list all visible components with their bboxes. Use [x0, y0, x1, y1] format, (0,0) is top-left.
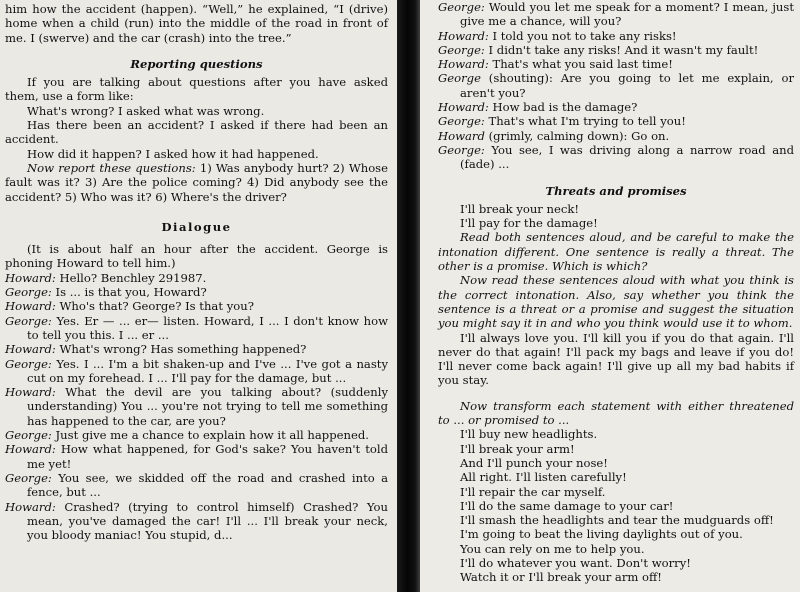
dialogue-heading: Dialogue: [161, 219, 232, 234]
speaker-name: Howard:: [5, 442, 56, 457]
reporting-questions-heading: Reporting questions: [130, 56, 263, 71]
dialogue-lines-right: [438, 0, 794, 172]
dialogue-text: Is ... is that you, Howard?: [51, 285, 207, 300]
statement-item: All right. I'll listen carefully!: [460, 470, 627, 485]
dialogue-text: Crashed? (trying to control himself) Crashed? You mean, you've damaged the car! I'll ... I'll break your neck, you bloody maniac! You stupid, d...: [27, 499, 388, 543]
statement-item: I'll smash the headlights and tear the mudguards off!: [460, 513, 774, 528]
promise-example: I'll pay for the damage!: [460, 216, 598, 231]
dialogue-line: [438, 43, 794, 57]
dialogue-line: [438, 71, 794, 100]
speaker-name: Howard:: [438, 57, 489, 72]
reporting-exercise: [5, 161, 388, 204]
speaker-name: Howard:: [5, 299, 56, 314]
statement-item: And I'll punch your nose!: [460, 455, 608, 470]
dialogue-line: [5, 442, 388, 471]
dialogue-line: [5, 500, 388, 543]
dialogue-text: How bad is the damage?: [488, 100, 638, 115]
speaker-name: George:: [438, 142, 485, 157]
transform-statements: [438, 427, 794, 584]
intonation-exercise-instruction: Now read these sentences aloud with what you think is the correct intonation. Also, say whether you think the sentence is a threat or a promise and suggest the situation you might say it in and who you think would use it to whom.: [438, 273, 794, 331]
dialogue-line: [438, 114, 794, 128]
dialogue-setting: (It is about half an hour after the accident. George is phoning Howard to tell him.): [5, 242, 388, 271]
statement-item: Watch it or I'll break your arm off!: [460, 570, 662, 585]
dialogue-line: [5, 314, 388, 343]
speaker-name: George:: [5, 428, 52, 443]
reporting-exercise-text: 1) Was anybody hurt? 2) Whose fault was it? 3) Are the police coming? 4) Did anybody see the accident? 5) Who was it? 6) Where's the driver?: [5, 160, 388, 204]
dialogue-line: [5, 342, 388, 356]
dialogue-line: [438, 29, 794, 43]
speaker-name: George: [438, 71, 481, 86]
intonation-sentences: I'll always love you. I'll kill you if you do that again. I'll never do that again! I'll pack my bags and leave if you do! I'll never come back again! I'll give up all my bad habits if you stay.: [438, 330, 794, 388]
right-page: [420, 0, 800, 592]
speaker-name: George:: [5, 313, 52, 328]
dialogue-text: (shouting): Are you going to let me explain, or aren't you?: [460, 71, 794, 100]
speaker-name: Howard:: [438, 28, 489, 43]
statement-item: I'll break your arm!: [460, 441, 575, 456]
speaker-name: Howard:: [5, 499, 56, 514]
dialogue-line: [5, 428, 388, 442]
dialogue-line: [5, 385, 388, 428]
dialogue-text: I didn't take any risks! And it wasn't my fault!: [484, 42, 759, 57]
dialogue-text: Yes. I ... I'm a bit shaken-up and I've ... I've got a nasty cut on my forehead. I ... I'll pay for the damage, but ...: [27, 356, 388, 385]
dialogue-text: What's wrong? Has something happened?: [55, 342, 307, 357]
intro-paragraph: him how the accident (happen). “Well,” he explained, “I (drive) home when a child (run) into the middle of the road in front of me. I (swerve) and the car (crash) into the tree.”: [5, 2, 388, 45]
dialogue-line: [438, 57, 794, 71]
dialogue-text: Would you let me speak for a moment? I mean, just give me a chance, will you?: [460, 0, 794, 29]
dialogue-lines-left: [5, 271, 388, 543]
dialogue-text: Who's that? George? Is that you?: [55, 299, 254, 314]
dialogue-line: [438, 100, 794, 114]
dialogue-line: [438, 143, 794, 172]
dialogue-line: [5, 285, 388, 299]
dialogue-text: That's what I'm trying to tell you!: [484, 114, 686, 129]
threat-example: I'll break your neck!: [460, 201, 580, 216]
speaker-name: Howard:: [5, 385, 56, 400]
transform-instruction: Now transform each statement with either threatened to ... or promised to ...: [438, 398, 794, 428]
dialogue-text: You see, we skidded off the road and crashed into a fence, but ...: [27, 470, 388, 500]
speaker-name: Howard:: [5, 270, 56, 285]
dialogue-text: How what happened, for God's sake? You haven't told me yet!: [27, 442, 388, 471]
speaker-name: George:: [5, 285, 52, 300]
speaker-name: George:: [5, 356, 52, 371]
speaker-name: Howard:: [5, 342, 56, 357]
speaker-name: Howard: [438, 128, 485, 143]
statement-item: You can rely on me to help you.: [460, 541, 645, 556]
dialogue-text: I told you not to take any risks!: [488, 28, 677, 43]
dialogue-text: Hello? Benchley 291987.: [55, 270, 207, 285]
dialogue-line: [438, 129, 794, 143]
threats-promises-heading: Threats and promises: [545, 183, 687, 198]
reporting-example-1: What's wrong? I asked what was wrong.: [27, 103, 265, 118]
statement-item: I'll buy new headlights.: [460, 427, 598, 442]
dialogue-text: That's what you said last time!: [488, 57, 673, 72]
dialogue-line: [5, 271, 388, 285]
dialogue-line: [5, 357, 388, 386]
reporting-instruction: If you are talking about questions after you have asked them, use a form like:: [5, 75, 388, 104]
dialogue-text: (grimly, calming down): Go on.: [484, 128, 670, 143]
reporting-example-2: Has there been an accident? I asked if there had been an accident.: [5, 118, 388, 147]
reporting-example-3: How did it happen? I asked how it had happened.: [27, 146, 319, 161]
statement-item: I'll repair the car myself.: [460, 484, 606, 499]
statement-item: I'll do the same damage to your car!: [460, 498, 674, 513]
dialogue-text: Just give me a chance to explain how it all happened.: [51, 428, 369, 443]
speaker-name: George:: [5, 470, 52, 485]
intonation-instruction: Read both sentences aloud, and be careful to make the intonation different. One sentence is really a threat. The other is a promise. Which is which?: [438, 230, 794, 274]
speaker-name: George:: [438, 0, 485, 14]
dialogue-text: Yes. Er — ... er— listen. Howard, I ... I don't know how to tell you this. I ... er ...: [27, 313, 388, 342]
speaker-name: George:: [438, 114, 485, 129]
statement-item: I'll do whatever you want. Don't worry!: [460, 555, 691, 570]
reporting-exercise-label: Now report these questions:: [27, 160, 196, 175]
dialogue-line: [5, 471, 388, 500]
dialogue-text: You see, I was driving along a narrow road and (fade) ...: [460, 142, 794, 172]
dialogue-text: What the devil are you talking about? (suddenly understanding) You ... you're not trying to tell me something has happened to the car, are you?: [27, 385, 388, 428]
dialogue-line: [438, 0, 794, 29]
speaker-name: Howard:: [438, 100, 489, 115]
threat-examples: [438, 202, 794, 231]
statement-item: I'm going to beat the living daylights out of you.: [460, 527, 743, 542]
dialogue-line: [5, 299, 388, 313]
speaker-name: George:: [438, 42, 485, 57]
